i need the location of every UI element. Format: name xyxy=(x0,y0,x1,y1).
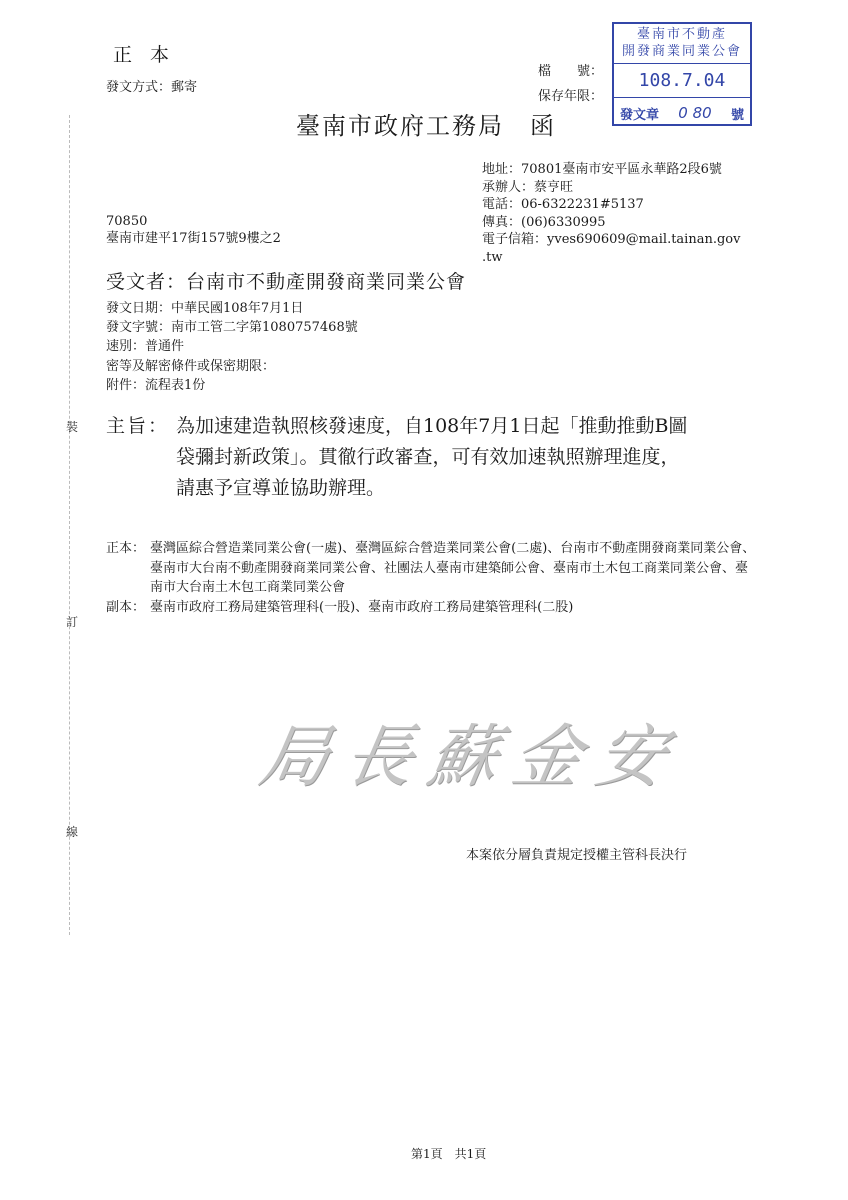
contact-email-cont: .tw xyxy=(482,249,503,265)
copy-label: 副本： xyxy=(106,599,146,615)
stamp-org-line2: 開發商業同業公會 xyxy=(621,44,742,59)
secrecy-level: 密等及解密條件或保密期限： xyxy=(106,358,276,374)
primary-label: 正本： xyxy=(106,541,146,556)
postal-code: 70850 xyxy=(106,214,148,229)
stamp-receipt-number: 0 80 xyxy=(678,104,712,122)
copy-text: 臺南市政府工務局建築管理科(一股)、臺南市政府工務局建築管理科(二股) xyxy=(150,599,574,615)
subject-block xyxy=(106,411,688,499)
file-number-label: 檔 號： xyxy=(538,64,604,79)
recipient-address-block xyxy=(106,213,281,247)
binding-mark-zhuang: 裝 xyxy=(66,420,79,434)
contact-block xyxy=(482,161,802,266)
authority-note: 本案依分層負責規定授權主管科長決行 xyxy=(466,848,688,863)
copy-type: 正 本 xyxy=(113,44,176,66)
recipient: 受文者：台南市不動產開發商業同業公會 xyxy=(106,271,467,293)
agency-title: 臺南市政府工務局 函 xyxy=(296,112,556,140)
contact-phone: 電話：06-6322231#5137 xyxy=(482,197,644,212)
subject-line-1: 為加速建造執照核發速度，自108年7月1日起「推動推動B圖 xyxy=(176,415,688,437)
subject-content xyxy=(176,411,816,504)
issue-date: 發文日期：中華民國108年7月1日 xyxy=(106,301,304,316)
recipient-address: 臺南市建平17街157號9樓之2 xyxy=(106,231,281,246)
binding-mark-ding: 訂 xyxy=(66,615,79,629)
send-method: 發文方式：郵寄 xyxy=(106,80,198,95)
copy-recipients xyxy=(106,598,756,618)
stamp-receipt-row xyxy=(614,98,750,128)
binding-line xyxy=(69,115,70,935)
stamp-organization xyxy=(614,24,750,64)
stamp-receipt-label: 發文章 xyxy=(620,107,660,123)
contact-handler: 承辦人：蔡亨旺 xyxy=(482,179,574,195)
page-number: 第1頁 共1頁 xyxy=(411,1147,487,1161)
primary-text: 臺灣區綜合營造業同業公會(一處)、臺灣區綜合營造業同業公會(二處)、台南市不動產開發商業同業公會、臺南市大台南不動產開發商業同業公會、社團法人臺南市建築師公會、臺南市土木包工商業同業公會、臺南市大台南土木包工商業同業公會 xyxy=(150,541,756,595)
primary-recipients xyxy=(106,539,756,598)
distribution-block xyxy=(106,539,756,617)
attachment: 附件：流程表1份 xyxy=(106,377,206,393)
director-signature: 局長蘇金安 xyxy=(253,718,688,797)
subject-line-2: 袋彌封新政策」。貫徹行政審查，可有效加速執照辦理進度， xyxy=(176,446,680,468)
contact-address: 地址：70801臺南市安平區永華路2段6號 xyxy=(482,162,722,177)
subject-line-3: 請惠予宣導並協助辦理。 xyxy=(176,477,386,499)
receipt-stamp xyxy=(612,22,752,126)
contact-email: 電子信箱：yves690609@mail.tainan.gov xyxy=(482,232,741,247)
document-details xyxy=(106,299,358,395)
contact-fax: 傳真：(06)6330995 xyxy=(482,214,606,230)
binding-mark-xian: 線 xyxy=(66,825,79,839)
delivery-speed: 速別：普通件 xyxy=(106,339,185,355)
stamp-date: 108.7.04 xyxy=(614,64,750,98)
retention-label: 保存年限： xyxy=(538,89,604,104)
document-number: 發文字號：南市工管二字第1080757468號 xyxy=(106,320,358,336)
subject-label: 主旨： xyxy=(106,415,170,437)
stamp-org-line1: 臺南市不動產 xyxy=(636,27,727,42)
stamp-receipt-suffix: 號 xyxy=(730,107,744,123)
